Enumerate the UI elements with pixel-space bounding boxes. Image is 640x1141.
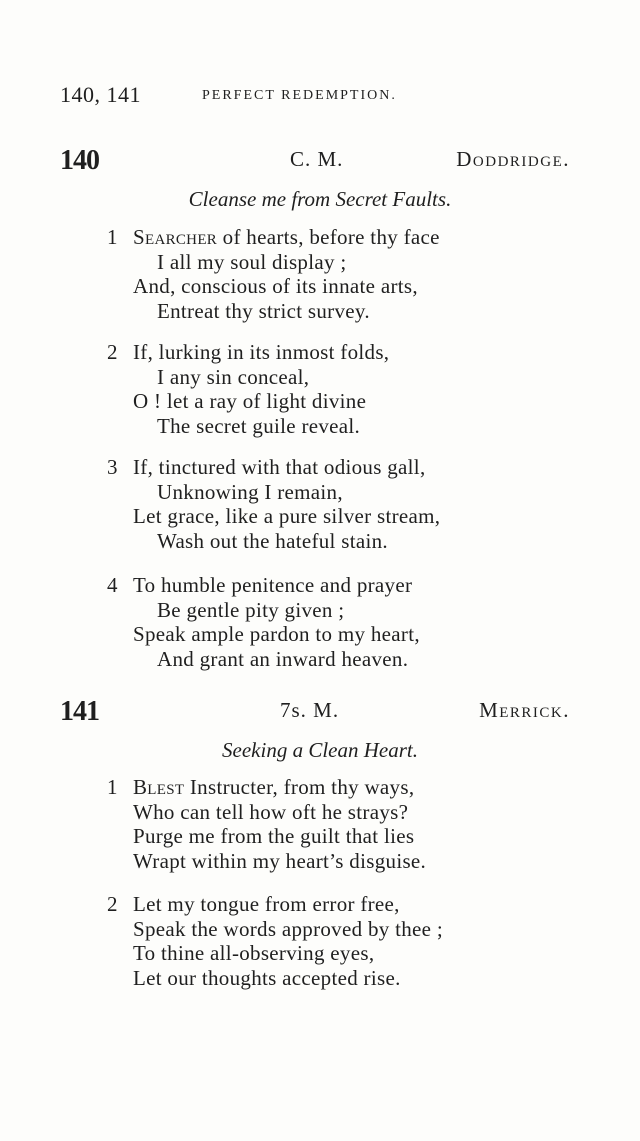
page-numbers: 140, 141 <box>60 82 141 107</box>
verse-line: And, conscious of its innate arts, <box>133 274 418 298</box>
stanza-number: 1 <box>107 775 118 799</box>
verse-line: Be gentle pity given ; <box>157 597 345 622</box>
verse-first-word: Blest <box>133 775 185 799</box>
hymn-141-title: Seeking a Clean Heart. <box>222 738 418 762</box>
verse-line-text: Instructer, from thy ways, <box>184 775 415 799</box>
stanza-number: 3 <box>107 455 118 479</box>
verse-line: Let grace, like a pure silver stream, <box>133 504 441 528</box>
hymn-meter: C. M. <box>290 147 344 171</box>
verse-line: Speak ample pardon to my heart, <box>133 622 420 646</box>
verse-line: Wash out the hateful stain. <box>157 528 388 553</box>
verse-line: O ! let a ray of light divine <box>133 389 367 413</box>
verse-line: Let my tongue from error free, <box>133 892 400 916</box>
verse-line: I all my soul display ; <box>157 249 347 274</box>
running-title: PERFECT REDEMPTION. <box>202 88 397 103</box>
stanza-number: 4 <box>107 573 118 597</box>
running-head <box>60 82 580 112</box>
verse-line: Entreat thy strict survey. <box>157 298 370 323</box>
verse-line: The secret guile reveal. <box>157 413 361 438</box>
verse-line: Unknowing I remain, <box>157 479 343 504</box>
verse-line <box>100 775 540 800</box>
verse-line: Wrapt within my heart’s disguise. <box>133 848 427 873</box>
stanza-number: 1 <box>107 225 118 249</box>
hymn-141-stanza-2 <box>100 892 540 990</box>
verse-line: If, tinctured with that odious gall, <box>133 455 426 479</box>
hymn-number: 140 <box>60 145 99 176</box>
verse-line: And grant an inward heaven. <box>157 646 409 671</box>
verse-first-word: Searcher <box>133 225 218 249</box>
hymn-140-header <box>60 145 570 175</box>
hymn-author: Doddridge. <box>456 147 570 171</box>
verse-line: To thine all-observing eyes, <box>133 941 375 965</box>
hymn-meter: 7s. M. <box>280 698 340 722</box>
verse-line: Let our thoughts accepted rise. <box>133 965 401 990</box>
hymn-141-stanza-1 <box>100 775 540 873</box>
hymn-140-stanza-2 <box>100 340 540 438</box>
hymn-140-stanza-3 <box>100 455 540 553</box>
verse-line: If, lurking in its inmost folds, <box>133 340 390 364</box>
hymn-number: 141 <box>60 696 99 727</box>
hymn-140-stanza-1 <box>100 225 540 323</box>
stanza-number: 2 <box>107 892 118 916</box>
stanza-number: 2 <box>107 340 118 364</box>
verse-line: To humble penitence and prayer <box>133 573 413 597</box>
hymn-author: Merrick. <box>479 698 570 722</box>
hymn-141-header <box>60 696 570 726</box>
hymn-140-title: Cleanse me from Secret Faults. <box>188 187 452 211</box>
verse-line <box>100 225 540 250</box>
verse-line-text: of hearts, before thy face <box>217 225 440 249</box>
verse-line: Purge me from the guilt that lies <box>133 824 415 848</box>
hymn-140-stanza-4 <box>100 573 540 671</box>
verse-line: Speak the words approved by thee ; <box>133 916 443 941</box>
verse-line: Who can tell how oft he strays? <box>133 799 409 824</box>
verse-line: I any sin conceal, <box>157 364 310 389</box>
